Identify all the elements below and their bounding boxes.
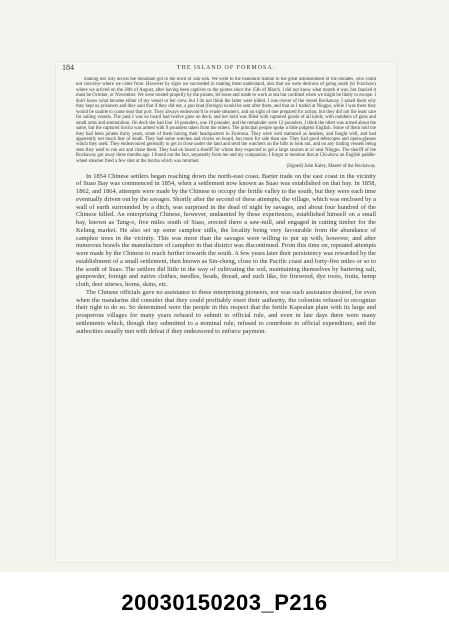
running-head: [58, 63, 394, 73]
quoted-letter-signature: (Signed) John Kaley, Master of the Rockaway.: [286, 164, 376, 170]
quoted-letter-text: making our way across the mountain got to the town of San-Sah. We went to the mandarin station to the great astonishment of the inmates, who could not conceive where we came from. However by signs we succeeded in making them understand, also that we were desirous of going south (to Foochow) where we arrived on the 20th of August, after having been captives to the pirates since the 15th of March. I did not know what month it was, but fancied it must be October, or November. We were treated properly by the pirates, let loose and made to work at sea but confined when we might be likely to escape. I don't know what became either of my vessel or her crew, but I do not think the latter were killed. I was owner of the vessel Rockaway. I asked them why they kept us prisoners and they said that if they did not, a gun boat (foreign) would be sent after them, and that as I traded at Ningpo, while I was there they would be unable to come near that port. They always endeavour'd to evade steamers, and on sight of one prepared for action, but they did not the least care for sailing vessels. The junk I was on board had twelve guns on deck, and her hold was filled with captured goods of all kinds, with numbers of guns and small arms and ammunition. On deck she had four 16 pounders, one 18 pounder, and the remainder were 12 pounders. I think the other was armed about the same, but the captured lorcha was armed with 9 pounders taken from the others. The principal people spoke a little pidgeon English. Some of them told me they had been pirates thirty years, some of them having their headquarters in Formosa. They were well stationed as headers, and fought well, and had apparently not much fear of death. They had some watches and clocks on board, but more for sale than use. They had good telescopes and opera-glasses which they used. They endeavoured generally to get in close under the land and send the watchers on the hills to look out, and on any trading vessels being seen they used to run out and chase them. They had on board a sheriff for whom they expected to get a large ransom at or near Ningpo. The sheriff of the Rockaway got away three months ago. I found out the fact, separately from me and my companion. I forgot to mention that at Chi-akow an English paddle-wheel steamer fired a few shot at the lorcha which was returned.: [76, 77, 376, 164]
image-caption: 20030150203_P216: [121, 590, 328, 615]
caption-bar: [0, 572, 449, 640]
paragraph: The Chinese officials gave no assistance to these enterprising pioneers, nor was such assistance desired, for even when the mandarins did consider that they could profitably exert their authority, the colonists refused to recognize their right to do so. So determined were the people in this respect that the fertile Kapsulan plain with its large and prosperous villages for many years refused to submit to official rule, and even in late days there were many settlements which, though they submitted to a nominal rule, refused to contribute to official expenditure, and the authorities usually met with defeat if they endeavored to enforce payment.: [76, 288, 376, 335]
page-number: 184: [62, 63, 74, 72]
paragraph: In 1854 Chinese settlers began reaching down the north-east coast. Barter trade on the east coast in the vicinity of Suao Bay was commenced in 1854, when a settlement now known as Suao was established on that bay. In 1858, 1862, and 1864, attempts were made by the Chinese to occupy the fertile valley to the south, but they were each time eventually driven out by the savages. Shortly after the second of these attempts, the village, which was enclosed by a wall of earth surrounded by a ditch, was surprised in the dead of night by savages, and about four hundred of the Chinese killed. An enterprising Chinese, however, undaunted by these experiences, established himself on a small bay, known as Tang-o, five miles south of Suao, erected there a saw-mill, and engaged in cutting timber for the Kelung market. He also set up some camphor stills, the locality being very favourable from the abundance of camphor trees in the vicinity. This was more than the savages were willing to put up with, however, and after numerous brawls the manufacture of camphor in that district was discontinued. From this time on, repeated attempts were made by the Chinese to reach further towards the south. A few years later their persistency was rewarded by the establishment of a small settlement, then known as Sin-cheng, close to the Pacific coast and forty-five miles or so to the south of Suao. The settlers did little in the way of cultivating the soil, maintaining themselves by bartering salt, gunpowder, foreign and native clothes, needles, beads, thread, and such like, for firewood, dye roots, fruits, hemp cloth, deer sinews, horns, skins, etc.: [76, 172, 376, 289]
body-text: [76, 77, 376, 557]
quoted-letter: [76, 77, 376, 170]
running-title: THE ISLAND OF FORMOSA.: [176, 65, 276, 71]
